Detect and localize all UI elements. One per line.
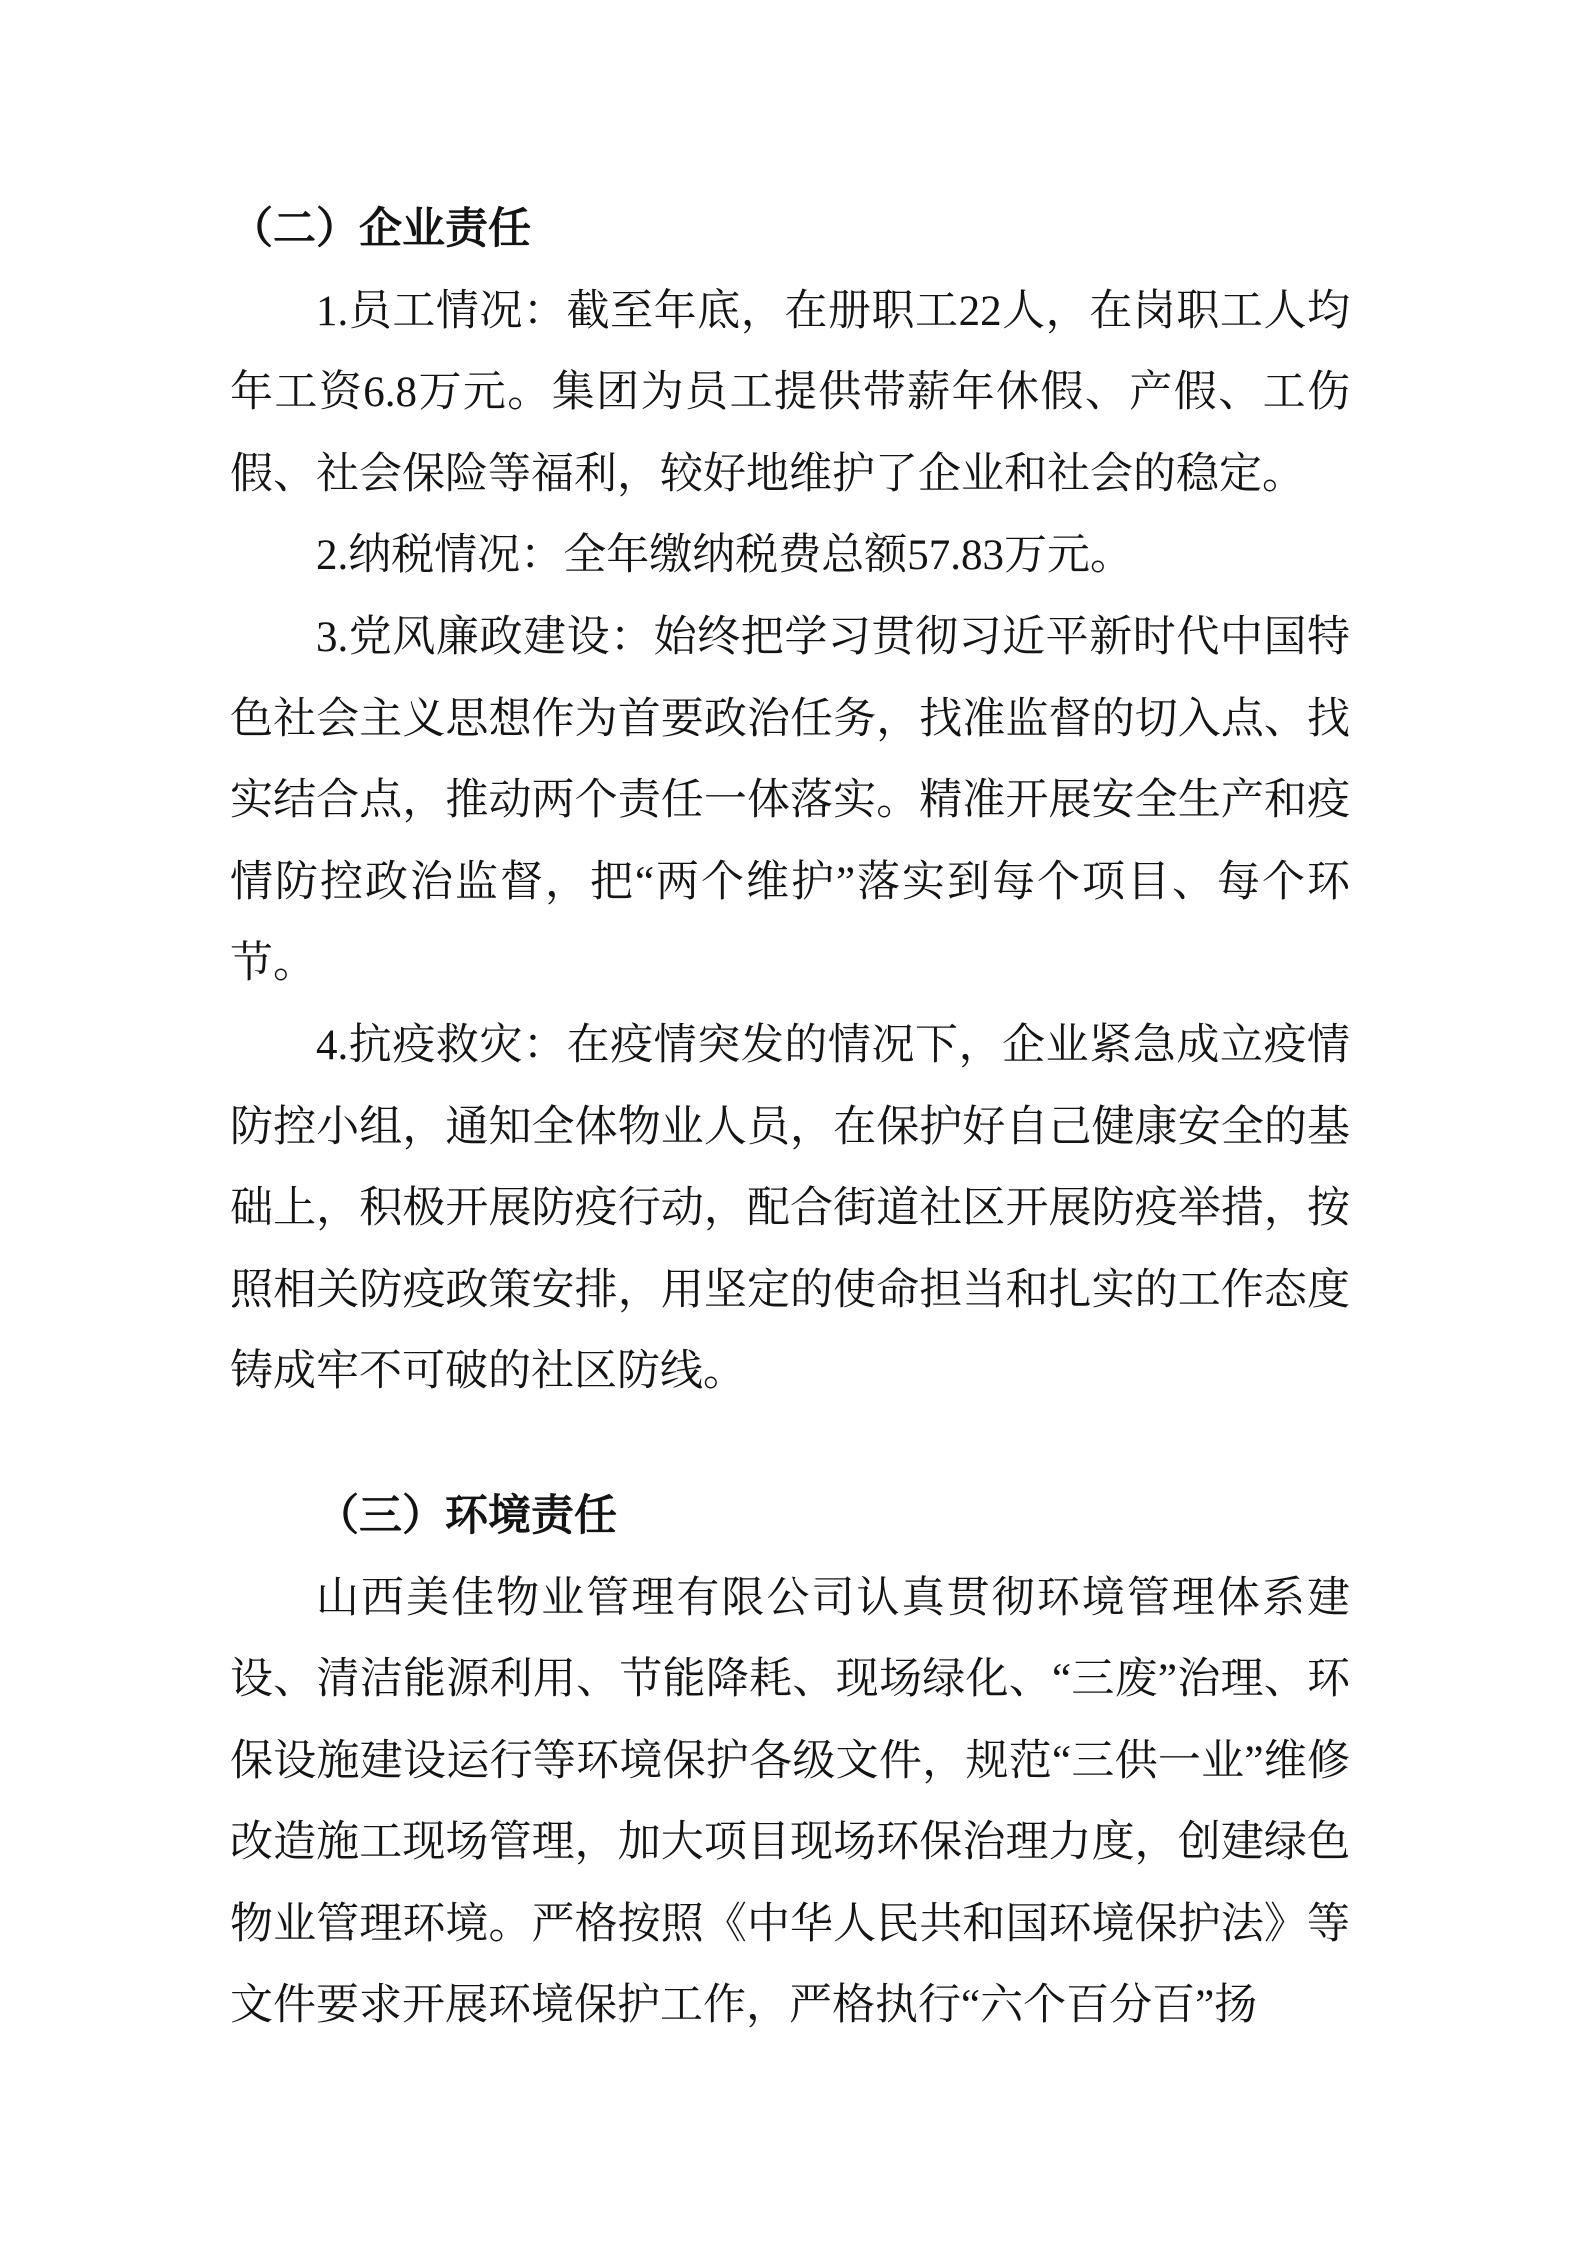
paragraph-tax-status: 2.纳税情况：全年缴纳税费总额57.83万元。 (316, 532, 1133, 580)
paragraph-party-conduct: 3.党风廉政建设：始终把学习贯彻习近平新时代中国特色社会主义思想作为首要政治任务，找准监督的切入点、找实结合点，推动两个责任一体落实。精准开展安全生产和疫情防控政治监督，把“两个维护”落实到每个项目、每个环节。 (230, 613, 1350, 988)
section-gap (230, 1413, 1350, 1476)
paragraph-employee-status: 1.员工情况：截至年底，在册职工22人，在岗职工人均年工资6.8万元。集团为员工提供带薪年休假、产假、工伤假、社会保险等福利，较好地维护了企业和社会的稳定。 (230, 287, 1350, 498)
paragraph-pandemic-relief: 4.抗疫救灾：在疫情突发的情况下，企业紧急成立疫情防控小组，通知全体物业人员，在保护好自己健康安全的基础上，积极开展防疫行动，配合街道社区开展防疫举措，按照相关防疫政策安排，用坚定的使命担当和扎实的工作态度铸成牢不可破的社区防线。 (230, 1021, 1350, 1396)
heading-environment-responsibility: （三）环境责任 (316, 1492, 617, 1540)
heading-enterprise-responsibility: （二）企业责任 (230, 206, 531, 253)
paragraph-environment-policy: 山西美佳物业管理有限公司认真贯彻环境管理体系建设、清洁能源利用、节能降耗、现场绿化、“三废”治理、环保设施建设运行等环境保护各级文件，规范“三供一业”维修改造施工现场管理，加大项目现场环保治理力度，创建绿色物业管理环境。严格按照《中华人民共和国环境保护法》等文件要求开展环境保护工作，严格执行“六个百分百”扬 (230, 1574, 1350, 2030)
